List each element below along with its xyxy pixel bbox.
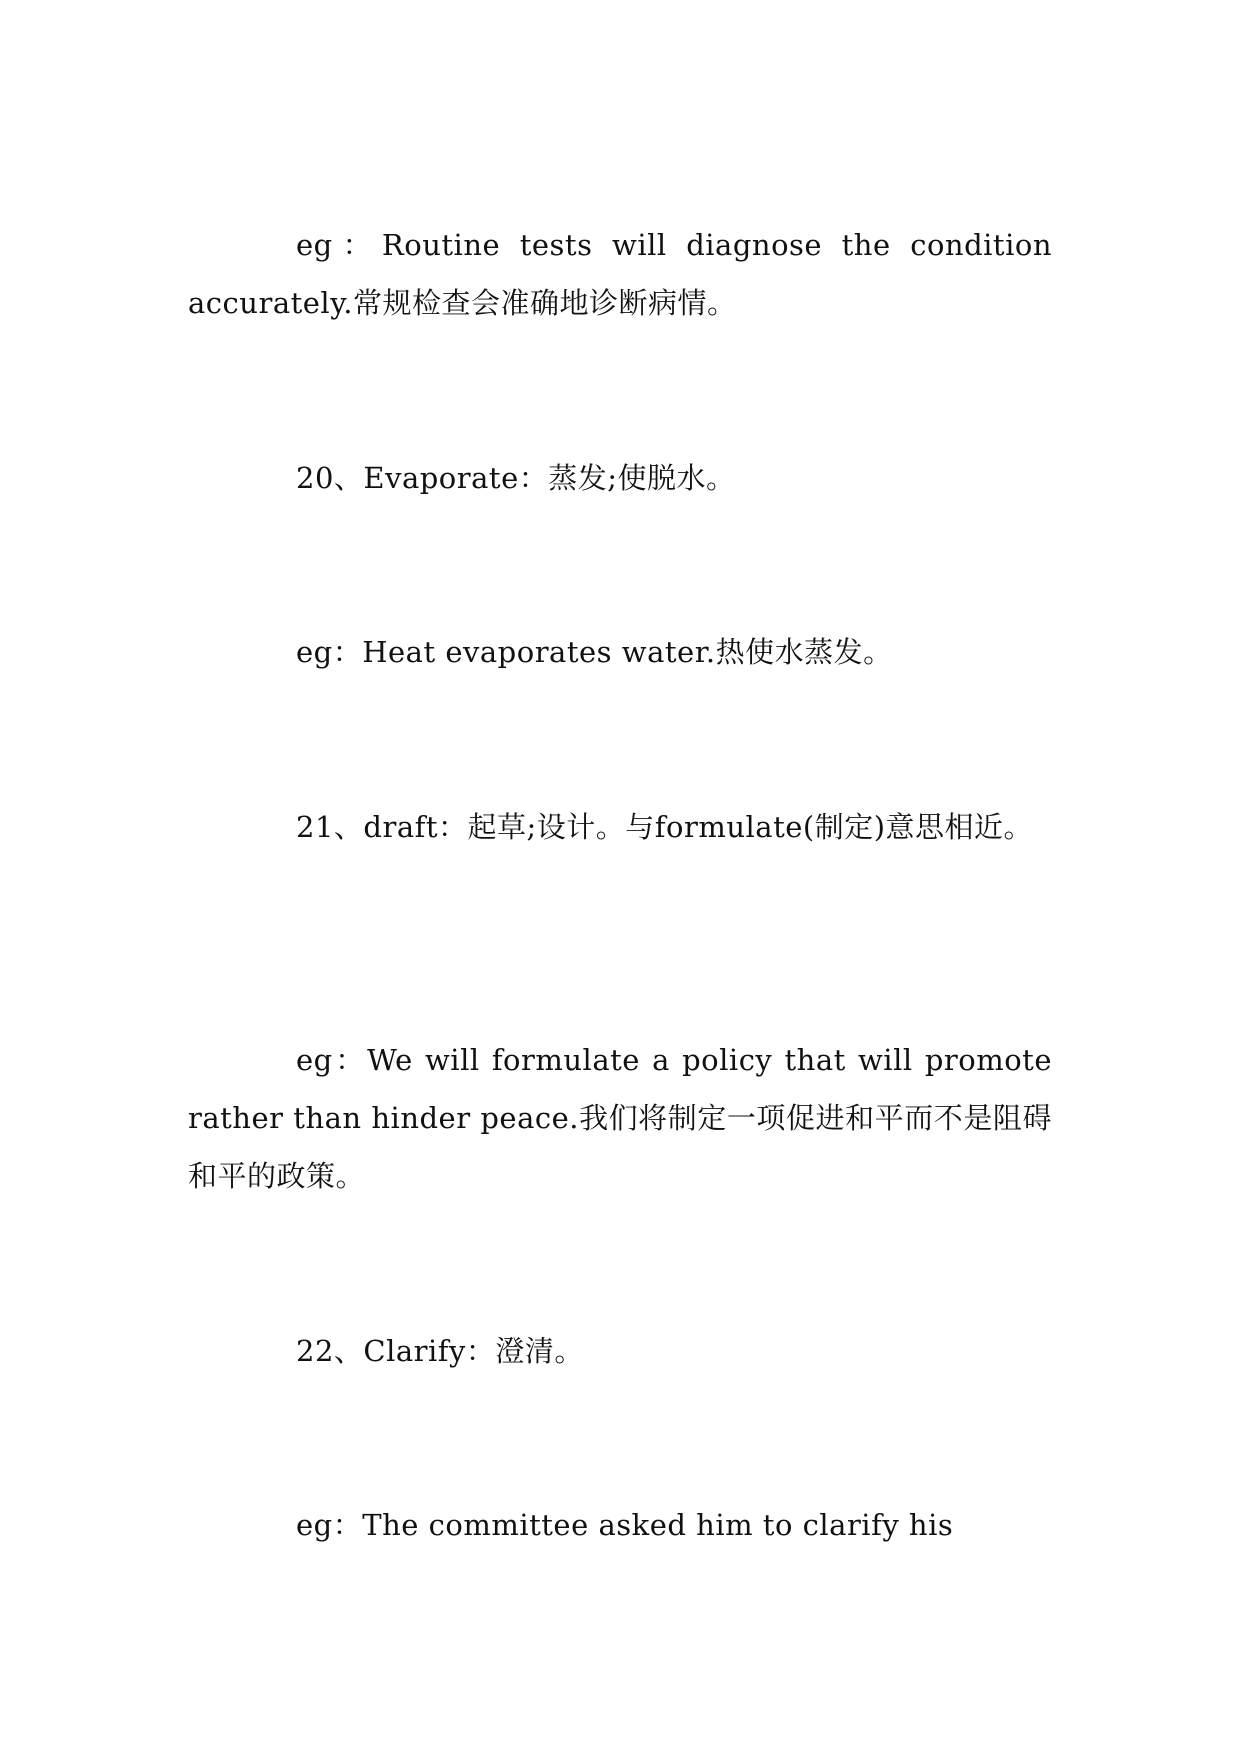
vocab-entry-clarify: 22、Clarify：澄清。	[296, 1334, 584, 1368]
vocab-entry-evaporate: 20、Evaporate：蒸发;使脱水。	[296, 461, 736, 495]
vocab-entry-draft: 21、draft：起草;设计。与formulate(制定)意思相近。	[296, 810, 1034, 844]
example-sentence-diagnose: eg：Routine tests will diagnose the condition accurately.常规检查会准确地诊断病情。	[188, 228, 1052, 320]
example-sentence-clarify: eg：The committee asked him to clarify his	[296, 1508, 954, 1542]
example-sentence-formulate: eg：We will formulate a policy that will promote rather than hinder peace.我们将制定一项促进和平而不是阻碍和平的政策。	[188, 1043, 1052, 1193]
example-sentence-evaporate: eg：Heat evaporates water.热使水蒸发。	[296, 635, 893, 669]
